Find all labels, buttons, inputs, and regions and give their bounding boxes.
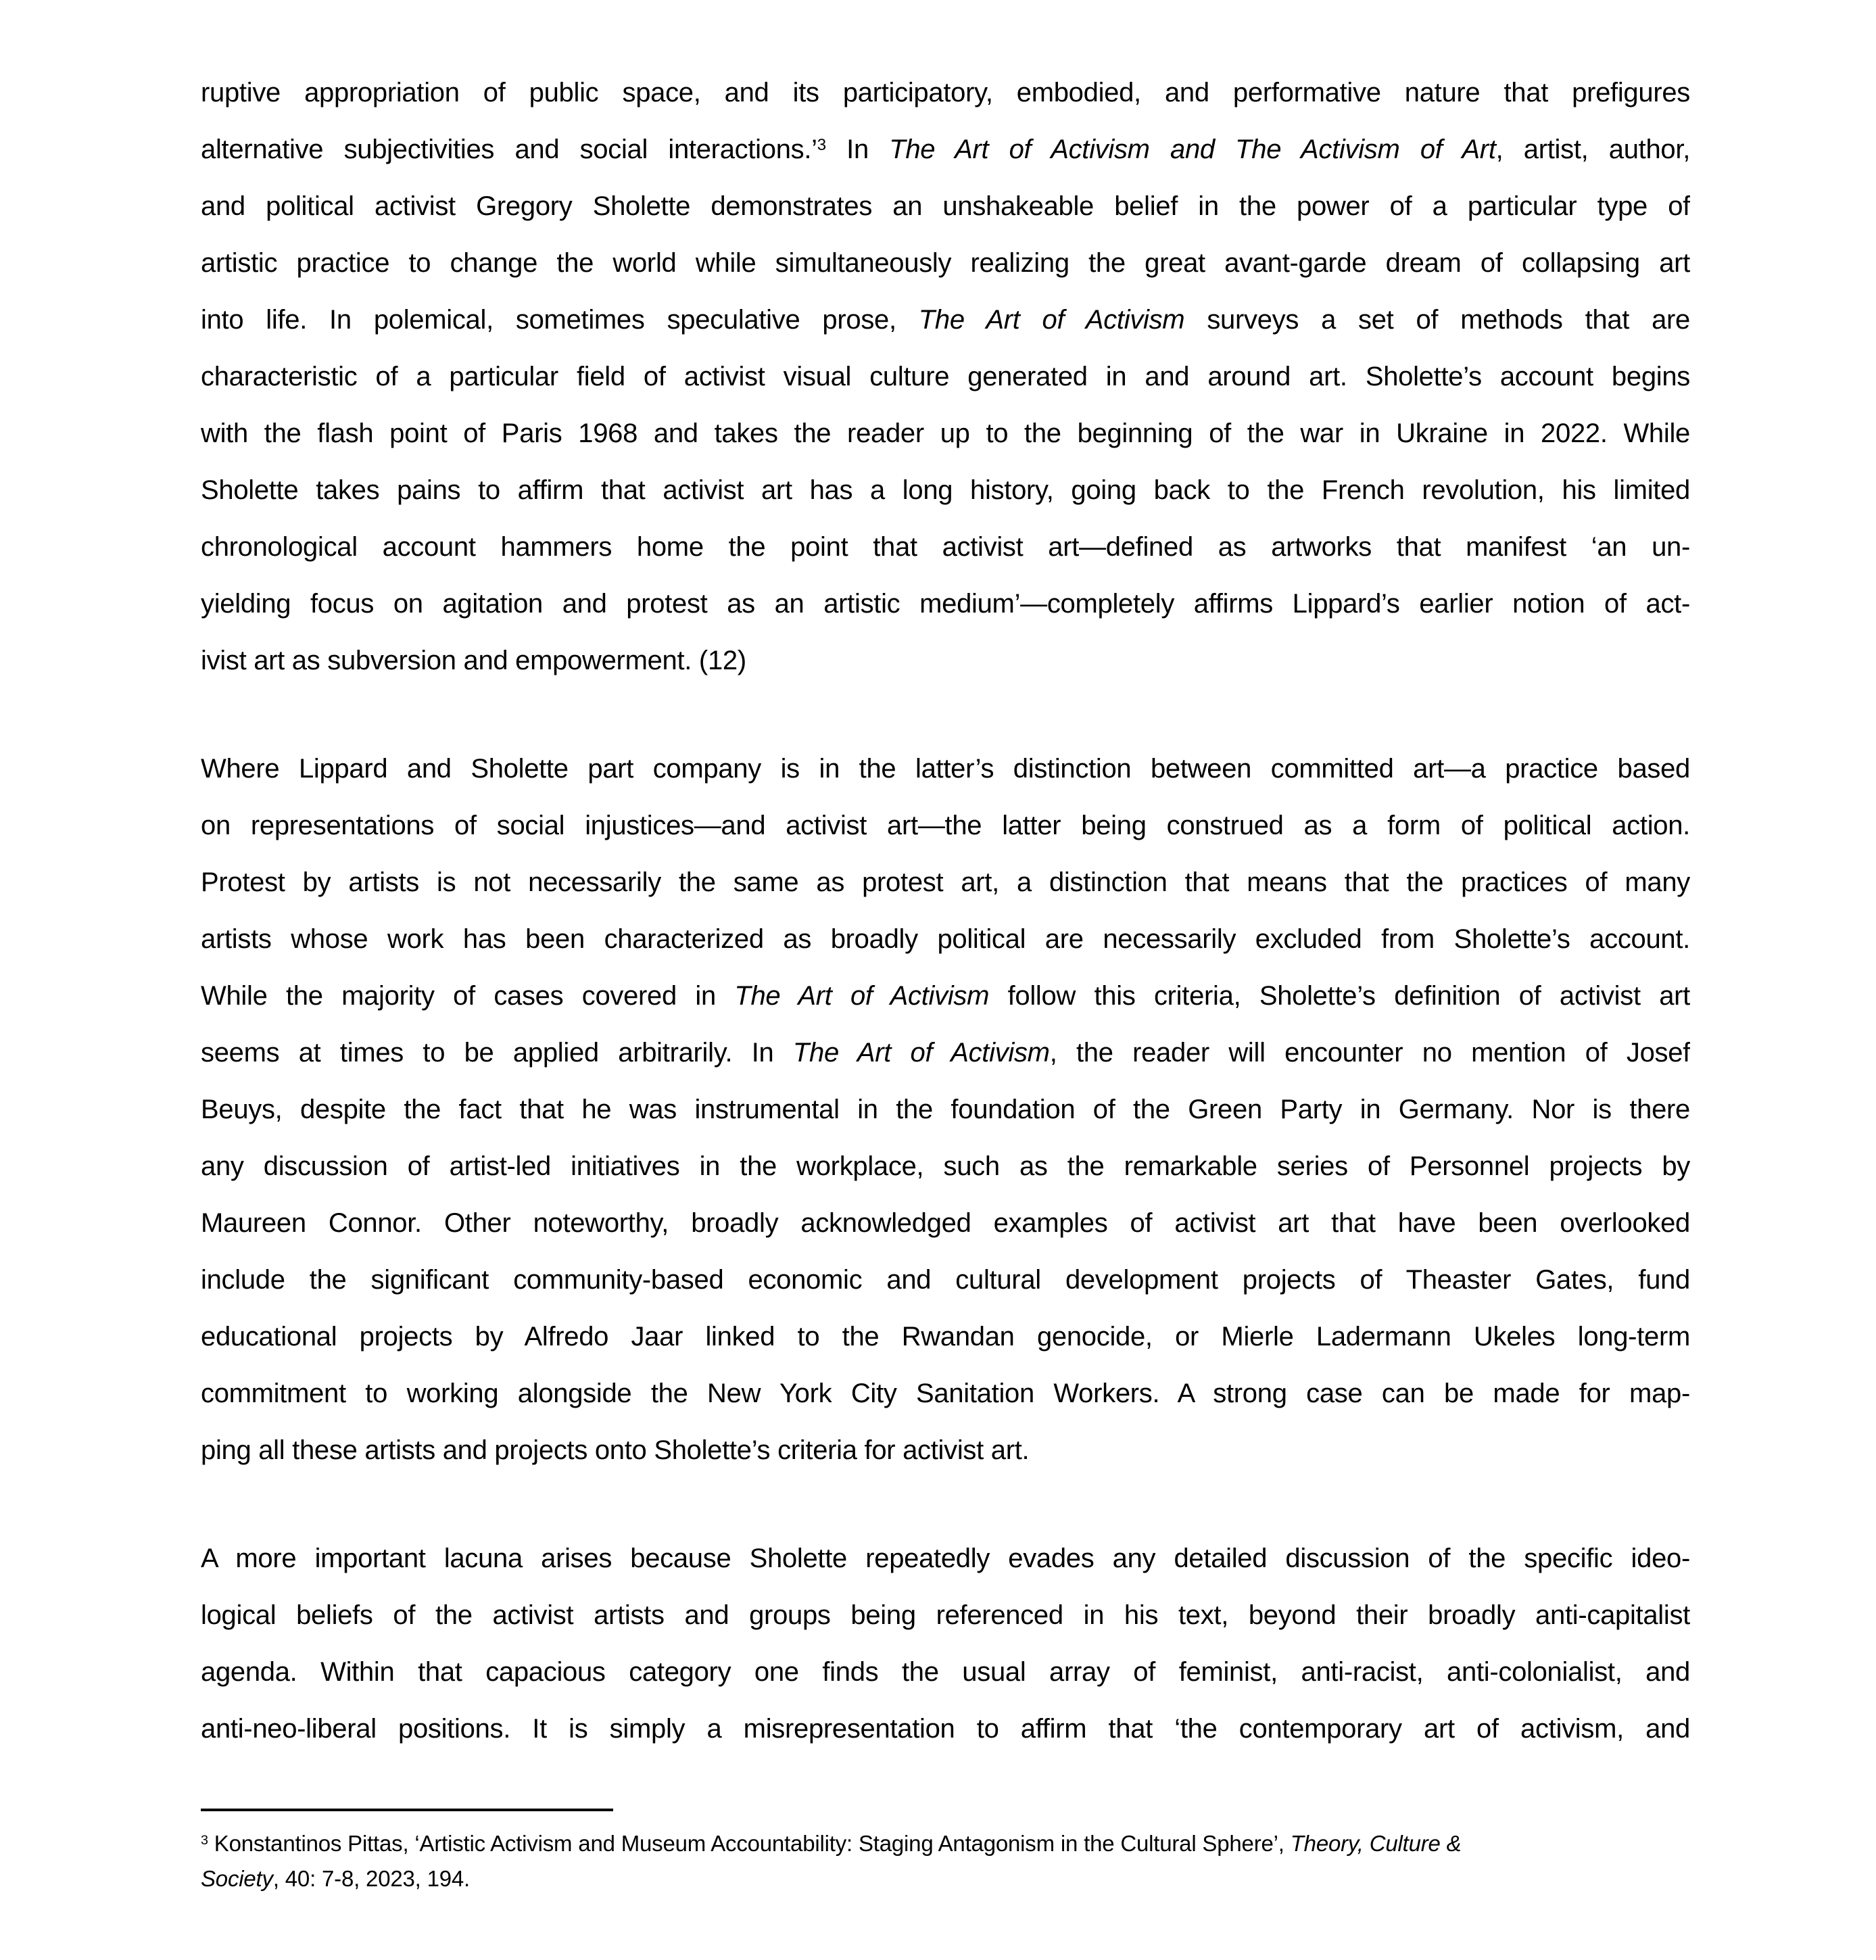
text-run: include the significant community-based economic and cultural development projects of Theaster Gates, fund: [201, 1265, 1690, 1295]
text-run: and political activist Gregory Sholette demonstrates an unshakeable belief in the power of a particular type of: [201, 191, 1690, 221]
text-line: [201, 1422, 1690, 1479]
text-line: [201, 405, 1690, 462]
text-line: [201, 1251, 1690, 1308]
text-line: [201, 1587, 1690, 1644]
footnote-text: [201, 1826, 1690, 1896]
text-run: alternative subjectivities and social interactions.’: [201, 135, 817, 164]
text-run: commitment to working alongside the New York City Sanitation Workers. A strong case can be made for map-: [201, 1379, 1690, 1408]
text-line: [201, 1644, 1690, 1700]
text-run: A more important lacuna arises because Sholette repeatedly evades any detailed discussion of the specific ideo-: [201, 1544, 1690, 1573]
italic-text-run: The Art of Activism and The Activism of Art: [889, 135, 1496, 164]
text-run: characteristic of a particular field of activist visual culture generated in and around art. Sholette’s account begins: [201, 362, 1690, 391]
text-line: [201, 1530, 1690, 1587]
text-line: [201, 121, 1690, 178]
text-run: anti-neo-liberal positions. It is simply a misrepresentation to affirm that ‘the contemporary art of activism, and: [201, 1714, 1690, 1744]
text-line: [201, 911, 1690, 967]
text-line: [201, 740, 1690, 797]
text-line: [201, 1081, 1690, 1138]
text-line: [201, 64, 1690, 121]
text-run: Konstantinos Pittas, ‘Artistic Activism and Museum Accountability: Staging Antagonism in the Cultural Sphere’,: [208, 1831, 1291, 1856]
text-run: seems at times to be applied arbitrarily. In: [201, 1038, 793, 1068]
text-line: [201, 1195, 1690, 1251]
text-run: yielding focus on agitation and protest as an artistic medium’—completely affirms Lippard’s earlier notion of act-: [201, 589, 1690, 619]
text-run: logical beliefs of the activist artists and groups being referenced in his text, beyond their broadly anti-capitalist: [201, 1600, 1690, 1630]
italic-text-run: Theory, Culture &: [1290, 1831, 1462, 1856]
text-run: educational projects by Alfredo Jaar linked to the Rwandan genocide, or Mierle Ladermann Ukeles long-term: [201, 1322, 1690, 1352]
text-line: [201, 348, 1690, 405]
footnote-reference: 3: [201, 1833, 208, 1848]
text-run: ping all these artists and projects onto Sholette’s criteria for activist art.: [201, 1435, 1030, 1465]
text-line: [201, 1308, 1690, 1365]
text-line: [201, 1138, 1690, 1195]
text-run: While the majority of cases covered in: [201, 981, 735, 1011]
text-run: In: [825, 135, 890, 164]
text-line: [201, 1700, 1690, 1757]
footnote: [201, 1809, 1690, 1896]
text-line: [201, 854, 1690, 911]
italic-text-run: The Art of Activism: [792, 1038, 1050, 1068]
text-run: on representations of social injustices—and activist art—the latter being construed as a form of political action.: [201, 811, 1690, 840]
text-run: follow this criteria, Sholette’s definition of activist art: [989, 981, 1690, 1011]
text-run: Sholette takes pains to affirm that activist art has a long history, going back to the French revolution, his limited: [201, 475, 1690, 505]
text-run: Where Lippard and Sholette part company is in the latter’s distinction between committed art—a practice based: [201, 754, 1690, 784]
text-line: [201, 235, 1690, 291]
text-line: [201, 178, 1690, 235]
text-line: [201, 519, 1690, 575]
text-run: Beuys, despite the fact that he was instrumental in the foundation of the Green Party in Germany. Nor is there: [201, 1095, 1690, 1124]
paragraph: [201, 1530, 1690, 1757]
italic-text-run: The Art of Activism: [734, 981, 990, 1011]
text-line: [201, 1365, 1690, 1422]
text-line: [201, 797, 1690, 854]
paragraph: [201, 740, 1690, 1479]
text-run: artists whose work has been characterized as broadly political are necessarily excluded from Sholette’s account.: [201, 924, 1690, 954]
text-run: agenda. Within that capacious category one finds the usual array of feminist, anti-racist, anti-colonialist, and: [201, 1657, 1690, 1687]
text-run: artistic practice to change the world while simultaneously realizing the great avant-garde dream of collapsing art: [201, 248, 1690, 278]
italic-text-run: Society: [201, 1866, 273, 1891]
body-text: [201, 64, 1690, 1757]
text-run: , 40: 7-8, 2023, 194.: [272, 1866, 471, 1891]
text-run: into life. In polemical, sometimes speculative prose,: [201, 305, 919, 335]
text-run: any discussion of artist-led initiatives in the workplace, such as the remarkable series of Personnel projects by: [201, 1151, 1690, 1181]
text-run: surveys a set of methods that are: [1184, 305, 1690, 335]
text-line: [201, 1024, 1690, 1081]
footnote-divider: [201, 1809, 613, 1811]
text-run: ruptive appropriation of public space, and its participatory, embodied, and performative nature that prefigures: [201, 78, 1690, 107]
text-line: [201, 291, 1690, 348]
paragraph: [201, 64, 1690, 689]
footnote-line: [201, 1826, 1690, 1861]
text-line: [201, 632, 1690, 689]
text-line: [201, 575, 1690, 632]
text-run: Protest by artists is not necessarily the same as protest art, a distinction that means that the practices of many: [201, 867, 1690, 897]
footnote-line: [201, 1861, 1690, 1896]
text-run: chronological account hammers home the point that activist art—defined as artworks that manifest ‘an un-: [201, 532, 1690, 562]
text-run: , artist, author,: [1495, 135, 1690, 164]
italic-text-run: The Art of Activism: [918, 305, 1185, 335]
footnote-reference: 3: [817, 136, 826, 154]
text-run: Maureen Connor. Other noteworthy, broadly acknowledged examples of activist art that have been overlooked: [201, 1208, 1690, 1238]
text-run: ivist art as subversion and empowerment. (12): [201, 646, 746, 675]
text-run: with the flash point of Paris 1968 and takes the reader up to the beginning of the war in Ukraine in 2022. While: [201, 419, 1690, 448]
text-line: [201, 967, 1690, 1024]
text-run: , the reader will encounter no mention of Josef: [1049, 1038, 1690, 1068]
text-line: [201, 462, 1690, 519]
